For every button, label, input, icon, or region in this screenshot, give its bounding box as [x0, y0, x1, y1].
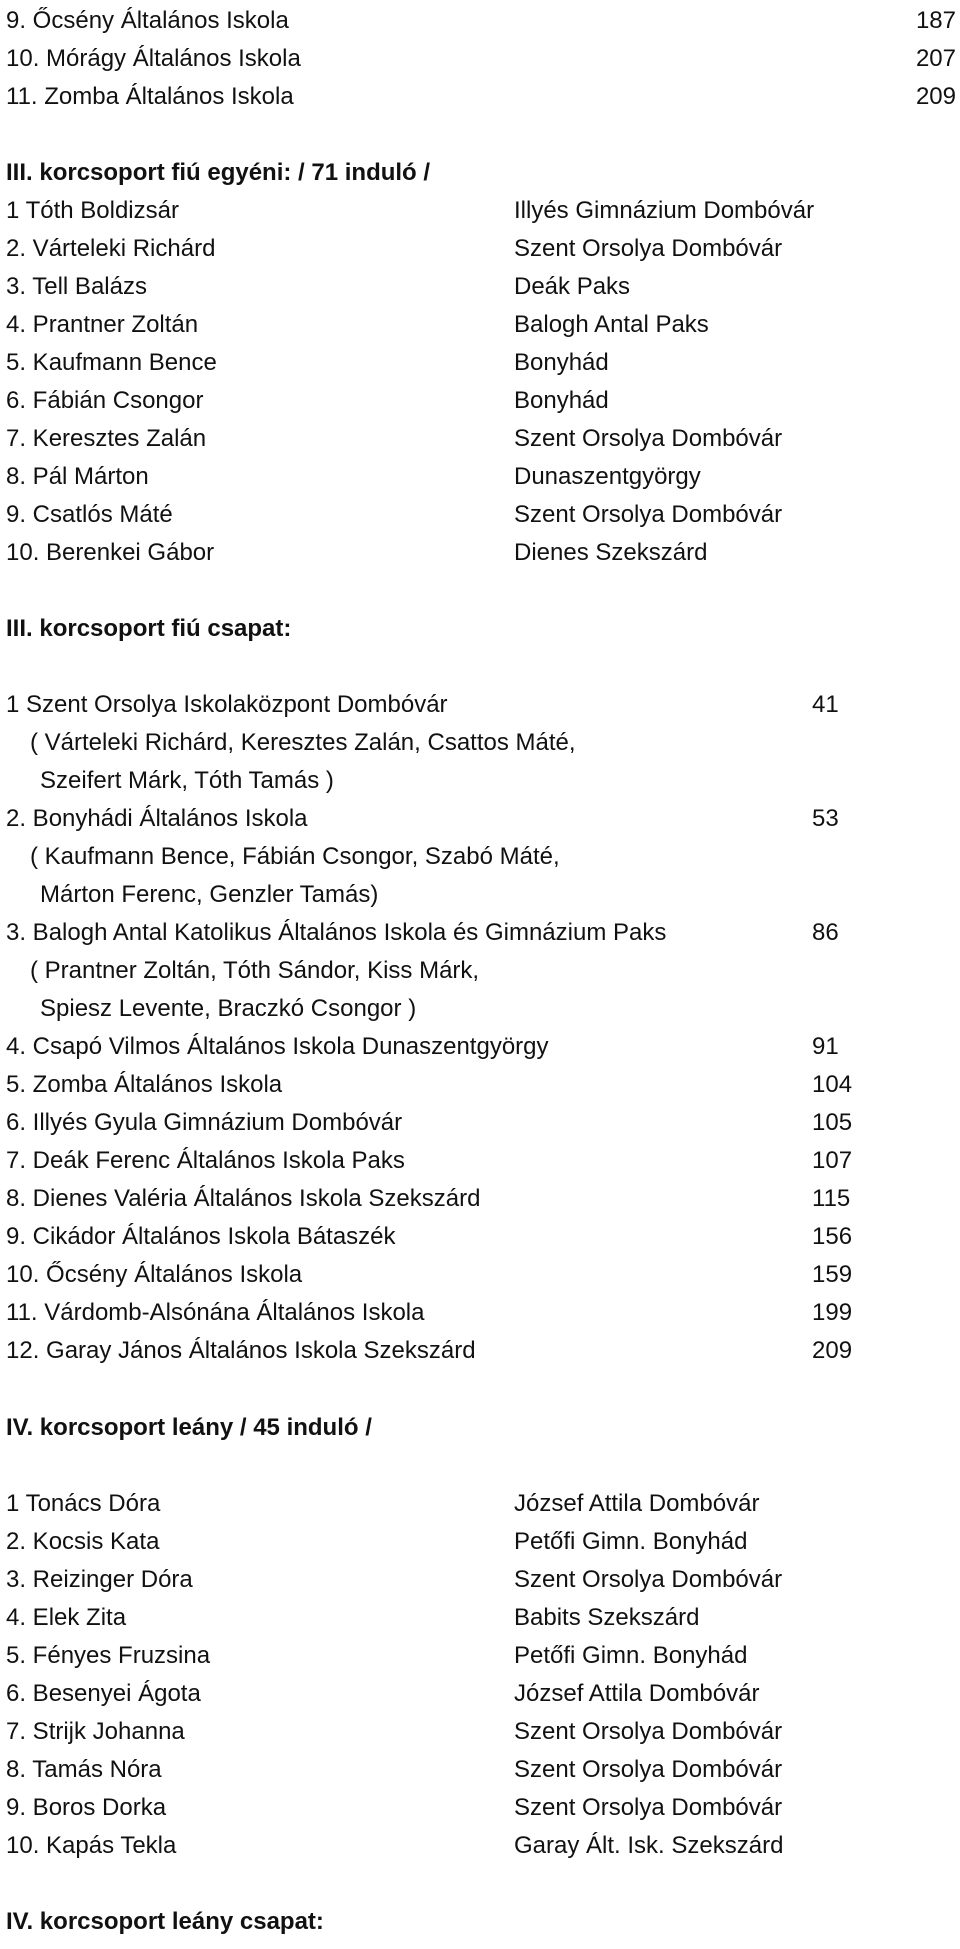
section-heading: III. korcsoport fiú csapat:: [6, 615, 292, 642]
team-name: 2. Bonyhádi Általános Iskola: [6, 805, 308, 832]
ranking-row: [6, 385, 609, 417]
ranking-row: [6, 1564, 783, 1596]
team-members: Márton Ferenc, Genzler Tamás): [40, 881, 379, 908]
team-row: [6, 1259, 853, 1291]
score: 207: [915, 45, 956, 72]
school-name: 10. Mórágy Általános Iskola: [6, 45, 301, 72]
ranking-row: [6, 233, 783, 265]
athlete-name: 9. Boros Dorka: [6, 1794, 167, 1821]
athlete-school: Bonyhád: [514, 387, 609, 414]
ranking-row: [6, 423, 783, 455]
athlete-name: 1 Tonács Dóra: [6, 1490, 161, 1517]
ranking-row: [6, 1640, 748, 1672]
team-score: 159: [812, 1261, 853, 1288]
school-name: 9. Őcsény Általános Iskola: [6, 7, 289, 34]
team-name: 5. Zomba Általános Iskola: [6, 1071, 283, 1098]
athlete-name: 2. Kocsis Kata: [6, 1528, 160, 1555]
athlete-school: Bonyhád: [514, 349, 609, 376]
ranking-row: [6, 1754, 783, 1786]
athlete-name: 5. Kaufmann Bence: [6, 349, 217, 376]
athlete-name: 8. Tamás Nóra: [6, 1756, 162, 1783]
athlete-school: Dunaszentgyörgy: [514, 463, 701, 490]
athlete-school: Deák Paks: [514, 273, 631, 300]
team-name: 1 Szent Orsolya Iskolaközpont Dombóvár: [6, 691, 448, 718]
ranking-row: [6, 1716, 783, 1748]
team-score: 209: [812, 1337, 853, 1364]
team-score: 105: [812, 1109, 853, 1136]
team-members: ( Várteleki Richárd, Keresztes Zalán, Csattos Máté,: [30, 729, 576, 756]
score: 209: [915, 83, 956, 110]
result-row: [6, 81, 956, 113]
athlete-name: 4. Prantner Zoltán: [6, 311, 199, 338]
athlete-school: Illyés Gimnázium Dombóvár: [514, 197, 815, 224]
team-score: 91: [812, 1033, 839, 1060]
athlete-name: 9. Csatlós Máté: [6, 501, 173, 528]
team-name: 12. Garay János Általános Iskola Szekszárd: [6, 1337, 476, 1364]
team-row: [6, 1145, 853, 1177]
athlete-name: 7. Strijk Johanna: [6, 1718, 185, 1745]
athlete-name: 6. Besenyei Ágota: [6, 1680, 201, 1707]
team-score: 115: [812, 1185, 851, 1212]
athlete-school: Dienes Szekszárd: [514, 539, 708, 566]
ranking-row: [6, 1830, 784, 1862]
team-members: Szeifert Márk, Tóth Tamás ): [40, 767, 334, 794]
athlete-name: 1 Tóth Boldizsár: [6, 197, 179, 224]
athlete-name: 10. Berenkei Gábor: [6, 539, 215, 566]
ranking-row: [6, 1488, 760, 1520]
team-row: [6, 1297, 853, 1329]
score: 187: [915, 7, 956, 34]
section-heading: IV. korcsoport leány / 45 induló /: [6, 1414, 372, 1441]
team-row: [6, 1183, 851, 1215]
team-row: [6, 803, 839, 835]
athlete-school: Szent Orsolya Dombóvár: [514, 1756, 783, 1783]
team-row: [6, 917, 839, 949]
team-members: ( Kaufmann Bence, Fábián Csongor, Szabó Máté,: [30, 843, 560, 870]
team-score: 107: [812, 1147, 853, 1174]
section-heading: IV. korcsoport leány csapat:: [6, 1908, 324, 1935]
team-score: 41: [812, 691, 839, 718]
athlete-school: Petőfi Gimn. Bonyhád: [514, 1642, 748, 1669]
team-row: [6, 1107, 853, 1139]
athlete-name: 3. Reizinger Dóra: [6, 1566, 193, 1593]
school-name: 11. Zomba Általános Iskola: [6, 83, 294, 110]
athlete-school: Szent Orsolya Dombóvár: [514, 1794, 783, 1821]
team-members: Spiesz Levente, Braczkó Csongor ): [40, 995, 417, 1022]
athlete-school: Babits Szekszárd: [514, 1604, 700, 1631]
ranking-row: [6, 1792, 783, 1824]
team-row: [6, 1031, 839, 1063]
athlete-school: Petőfi Gimn. Bonyhád: [514, 1528, 748, 1555]
athlete-school: Szent Orsolya Dombóvár: [514, 501, 783, 528]
ranking-row: [6, 347, 609, 379]
team-name: 8. Dienes Valéria Általános Iskola Szekszárd: [6, 1185, 481, 1212]
result-row: [6, 43, 956, 75]
ranking-row: [6, 1526, 748, 1558]
team-members: ( Prantner Zoltán, Tóth Sándor, Kiss Márk,: [30, 957, 480, 984]
athlete-school: Szent Orsolya Dombóvár: [514, 425, 783, 452]
team-name: 9. Cikádor Általános Iskola Bátaszék: [6, 1223, 396, 1250]
ranking-row: [6, 1602, 700, 1634]
team-row: [6, 1335, 853, 1367]
team-name: 7. Deák Ferenc Általános Iskola Paks: [6, 1147, 405, 1174]
athlete-school: Szent Orsolya Dombóvár: [514, 1718, 783, 1745]
athlete-name: 5. Fényes Fruzsina: [6, 1642, 211, 1669]
athlete-school: József Attila Dombóvár: [514, 1490, 760, 1517]
athlete-name: 2. Várteleki Richárd: [6, 235, 216, 262]
ranking-row: [6, 271, 631, 303]
athlete-school: József Attila Dombóvár: [514, 1680, 760, 1707]
ranking-row: [6, 537, 708, 569]
team-row: [6, 1221, 853, 1253]
athlete-name: 8. Pál Márton: [6, 463, 149, 490]
ranking-row: [6, 309, 709, 341]
team-name: 10. Őcsény Általános Iskola: [6, 1261, 303, 1288]
team-score: 86: [812, 919, 839, 946]
ranking-row: [6, 1678, 760, 1710]
athlete-school: Garay Ált. Isk. Szekszárd: [514, 1832, 784, 1859]
athlete-name: 6. Fábián Csongor: [6, 387, 204, 414]
ranking-row: [6, 461, 701, 493]
team-score: 156: [812, 1223, 853, 1250]
team-row: [6, 1069, 853, 1101]
team-name: 4. Csapó Vilmos Általános Iskola Dunaszentgyörgy: [6, 1033, 549, 1060]
team-name: 6. Illyés Gyula Gimnázium Dombóvár: [6, 1109, 403, 1136]
team-name: 3. Balogh Antal Katolikus Általános Iskola és Gimnázium Paks: [6, 919, 667, 946]
athlete-school: Balogh Antal Paks: [514, 311, 709, 338]
section-heading: III. korcsoport fiú egyéni: / 71 induló /: [6, 159, 431, 186]
team-score: 104: [812, 1071, 853, 1098]
team-score: 53: [812, 805, 839, 832]
athlete-name: 3. Tell Balázs: [6, 273, 147, 300]
athlete-name: 10. Kapás Tekla: [6, 1832, 177, 1859]
result-row: [6, 5, 956, 37]
ranking-row: [6, 195, 815, 227]
athlete-name: 4. Elek Zita: [6, 1604, 127, 1631]
athlete-name: 7. Keresztes Zalán: [6, 425, 207, 452]
team-score: 199: [812, 1299, 853, 1326]
team-name: 11. Várdomb-Alsónána Általános Iskola: [6, 1299, 425, 1326]
ranking-row: [6, 499, 783, 531]
athlete-school: Szent Orsolya Dombóvár: [514, 1566, 783, 1593]
team-row: [6, 689, 839, 721]
athlete-school: Szent Orsolya Dombóvár: [514, 235, 783, 262]
